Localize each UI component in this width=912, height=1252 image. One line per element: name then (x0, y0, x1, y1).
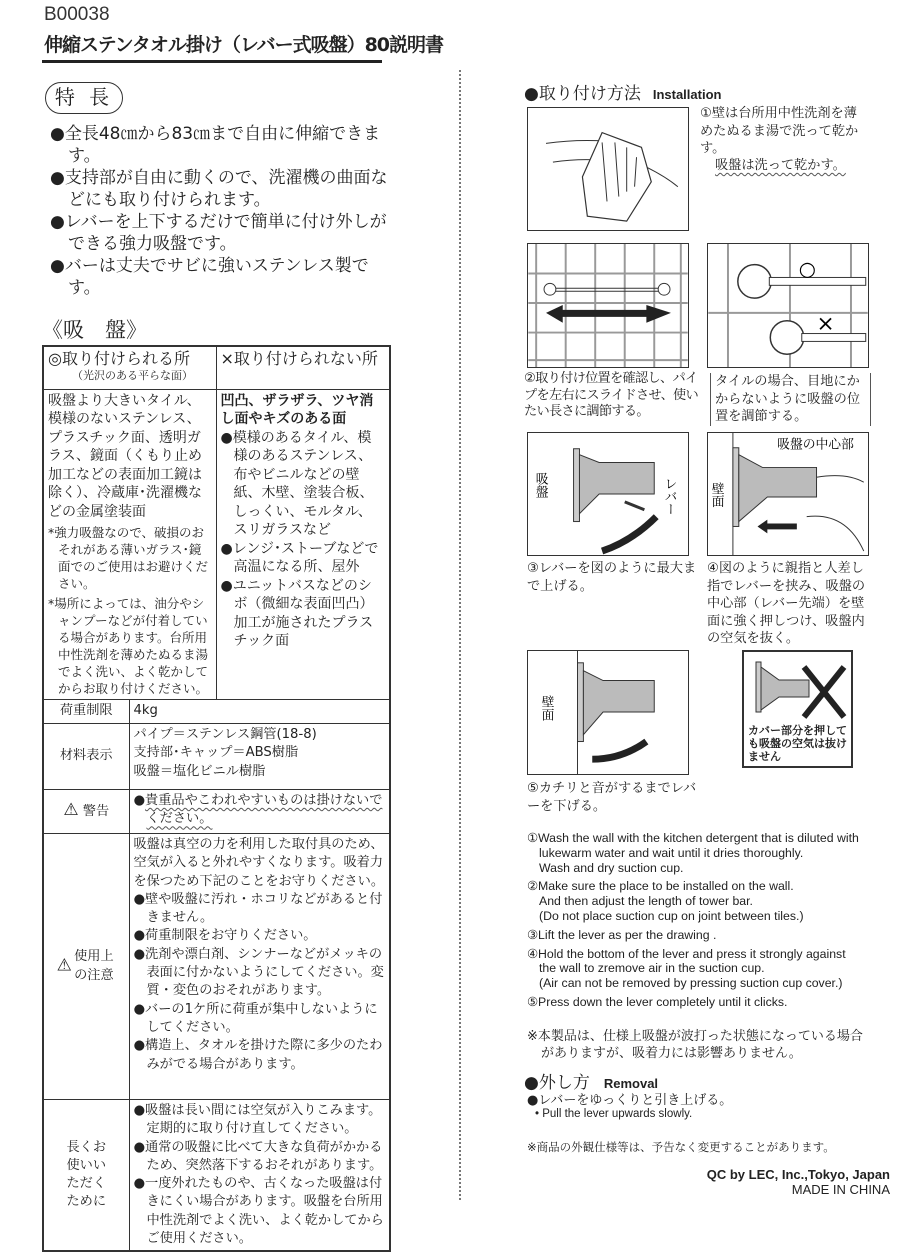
footer-note: ※商品の外観仕様等は、予告なく変更することがあります。 (527, 1140, 835, 1154)
caution-item: ● バーの1ケ所に荷重が集中しないようにしてください。 (134, 1001, 386, 1038)
company: QC by LEC, Inc.,Tokyo, Japan (706, 1167, 890, 1182)
caution-intro: 吸盤は真空の力を利用した取付具のため、空気が入ると外れやすくなります。吸着力を保つため下記のことをお守りください。 (133, 837, 385, 889)
features-label: 特 長 (45, 82, 123, 114)
removal-heading (524, 1068, 658, 1093)
tile-joint-illustration (707, 243, 869, 368)
step1-text: ①壁は台所用中性洗剤を薄めたぬるま湯で洗って乾かす。 (700, 106, 859, 156)
warning-text: 貴重品やこわれやすいものは掛けないでください。 (145, 793, 383, 827)
spec-table (42, 345, 391, 1252)
tile-note: タイルの場合、目地にかからないように吸盤の位置を調節する。 (710, 373, 871, 426)
ng-item: ● ユニットバスなどのシボ（微細な表面凹凸）加工が施されたプラスチック面 (221, 577, 386, 651)
origin: MADE IN CHINA (791, 1182, 890, 1197)
english-line: ①Wash the wall with the kitchen detergent that is diluted with (527, 831, 859, 845)
load-label: 荷重制限 (43, 700, 129, 724)
english-line: ④Hold the bottom of the lever and press it strongly against (527, 946, 846, 961)
caution-item: ● 洗剤や漂白剤、シンナーなどがメッキの表面に付かないようにしてください。変質・変色のおそれがあります。 (134, 946, 386, 1001)
english-line: And then adjust the length of tower bar. (539, 894, 753, 909)
english-line: ②Make sure the place to be installed on the wall. (527, 879, 794, 894)
material-cell (129, 724, 390, 790)
title-rule (42, 60, 382, 63)
longuse-cell (129, 1100, 390, 1252)
features-list (50, 123, 390, 299)
longuse-label: 長くお使いいただくために (43, 1100, 129, 1252)
english-line: (Do not place suction cup on joint between tiles.) (539, 908, 804, 923)
product-code: B00038 (44, 4, 110, 25)
step4-text: ④図のように親指と人差し指でレバーを挟み、吸盤の中心部（レバー先端）を壁面に強く押しつけ、吸盤内の空気を抜く。 (707, 561, 866, 646)
wall-label: 壁面 (538, 695, 554, 721)
ok-mark: ○ (798, 257, 816, 281)
wipe-wall-illustration (527, 107, 689, 231)
material-item: 支持部･キャップ＝ABS樹脂 (133, 745, 299, 761)
step3-text: ③レバーを図のように最大まで上げる。 (527, 561, 697, 594)
install-heading-en: Installation (652, 87, 722, 102)
english-line: lukewarm water and wait until it dries thoroughly. (539, 845, 804, 860)
step1-cup-text: 吸盤は洗って乾かす。 (715, 158, 846, 173)
load-value: 4kg (129, 700, 390, 724)
feature-item: ● 全長48㎝から83㎝まで自由に伸縮できます。 (50, 123, 390, 167)
step5-text: ⑤カチリと音がするまでレバーを下げる。 (527, 781, 697, 814)
warning-label: 警告 (82, 804, 110, 820)
warning-triangle-icon: ⚠ (56, 955, 72, 976)
cover-note: カバー部分を押しても吸盤の空気は抜けません (748, 724, 847, 763)
material-item: 吸盤＝塩化ビニル樹脂 (133, 763, 266, 779)
caution-item: ● 壁や吸盤に汚れ・ホコリなどがあると付きません。 (134, 891, 386, 928)
install-heading-jp: ●取り付け方法 (524, 84, 641, 104)
ok-note: *強力吸盤なので、破損のおそれがある薄いガラス･鏡面でのご使用はお避けください。 (48, 525, 209, 591)
caution-label: 使用上の注意 (74, 949, 114, 983)
feature-item: ● 支持部が自由に動くので、洗濯機の曲面などにも取り付けられます。 (50, 167, 390, 211)
column-divider (459, 70, 461, 1200)
ok-subheader: （光沢のある平らな面） (72, 369, 193, 382)
longuse-item: ● 一度外れたものや、古くなった吸盤は付きにくい場合があります。吸盤を台所用中性洗剤でよく洗い、よく乾かしてからご使用ください。 (134, 1175, 386, 1248)
ng-item: ● 模様のあるタイル、模様のあるステンレス、布やビニルなどの壁紙、木壁、塗装合板、しっくい、モルタル、スリガラスなど (221, 429, 386, 540)
removal-en: • Pull the lever upwards slowly. (535, 1108, 693, 1120)
material-label: 材料表示 (43, 724, 129, 790)
ok-text: 吸盤より大きいタイル、模様のないステンレス、プラスチック面、透明ガラス、鏡面（くもり止め加工などの表面加工鏡は除く）、冷蔵庫･洗濯機などの金属塗装面 (48, 392, 202, 520)
lever-label: レバー (661, 477, 677, 516)
center-label: 吸盤の中心部 (777, 437, 854, 453)
longuse-item: ● 吸盤は長い間には空気が入りこみます。定期的に取り付け直してください。 (134, 1102, 386, 1139)
suction-heading: 《吸 盤》 (42, 318, 147, 342)
install-heading (524, 79, 721, 104)
press-cup-illustration (707, 432, 869, 556)
ng-header: ×取り付けられない所 (216, 346, 390, 389)
english-line: the wall to zremove air in the suction cup. (539, 961, 765, 976)
document-title: 伸縮ステンタオル掛け（レバー式吸盤）80説明書 (44, 34, 444, 56)
ng-item: ● レンジ･ストーブなどで高温になる所、屋外 (221, 540, 386, 577)
spec-note: ※本製品は、仕様上吸盤が波打った状態になっている場合がありますが、吸着力には影響ありません。 (527, 1029, 863, 1061)
ng-cell (216, 389, 390, 700)
removal-heading-en: Removal (603, 1076, 659, 1091)
caution-cell (129, 834, 390, 1100)
english-line: ⑤Press down the lever completely until it clicks. (527, 994, 788, 1009)
cover-press-ng-box (742, 650, 853, 768)
warning-triangle-icon: ⚠ (63, 800, 79, 821)
caution-item: ● 構造上、タオルを掛けた際に多少のたわみがでる場合があります。 (134, 1037, 386, 1074)
english-line: ③Lift the lever as per the drawing . (527, 927, 717, 942)
material-item: パイプ＝ステンレス鋼管(18-8) (133, 727, 317, 742)
ng-bold: 凹凸、ザラザラ、ツヤ消し面やキズのある面 (220, 392, 374, 427)
caution-item: ● 荷重制限をお守りください。 (134, 927, 386, 945)
cup-label: 吸盤 (532, 472, 548, 498)
caution-label-cell (43, 834, 129, 1100)
english-line: Wash and dry suction cup. (539, 860, 684, 875)
removal-jp: ●レバーをゆっくりと引き上げる。 (527, 1093, 733, 1108)
warning-text-cell (129, 790, 390, 834)
english-line: (Air can not be removed by pressing suction cup cover.) (539, 976, 843, 991)
ng-mark: × (816, 311, 835, 337)
warning-label-cell (43, 790, 129, 834)
ok-cell (43, 389, 216, 700)
removal-heading-jp: ●外し方 (524, 1073, 590, 1093)
ng-cross-illustration (744, 652, 851, 722)
step2-text: ②取り付け位置を確認し、パイプを左右にスライドさせ、使いたい長さに調節する。 (524, 371, 706, 421)
ok-header: ◎取り付けられる所 (48, 349, 190, 368)
english-instructions (527, 831, 907, 1010)
feature-item: ● レバーを上下するだけで簡単に付け外しができる強力吸盤です。 (50, 211, 390, 255)
ok-note: *場所によっては、油分やシャンプーなどが付着している場合があります。台所用中性洗剤を薄めたぬるま湯でよく洗い、よく乾かしてからお取り付けください。 (48, 596, 209, 696)
press-down-lever-illustration (527, 650, 689, 775)
lift-lever-illustration (527, 432, 689, 556)
tile-slide-illustration (527, 243, 689, 368)
longuse-item: ● 通常の吸盤に比べて大きな負荷がかかるため、突然落下するおそれがあります。 (134, 1139, 386, 1176)
feature-item: ● バーは丈夫でサビに強いステンレス製です。 (50, 255, 390, 299)
ok-header-cell (43, 346, 216, 389)
wall-label: 壁面 (708, 482, 724, 508)
